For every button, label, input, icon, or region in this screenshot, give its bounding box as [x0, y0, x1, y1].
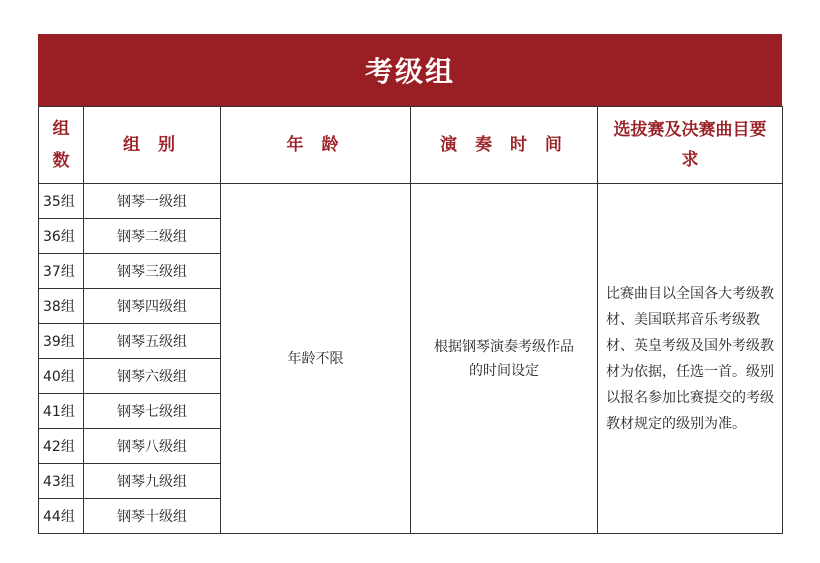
table-row [39, 184, 783, 219]
group-number-cell: 41组 [39, 394, 84, 429]
age-cell: 年龄不限 [221, 184, 411, 534]
exam-group-table [38, 106, 783, 534]
table-body [39, 184, 783, 534]
group-number-cell: 35组 [39, 184, 84, 219]
group-name-cell: 钢琴六级组 [84, 359, 221, 394]
header-group-num [39, 107, 84, 184]
group-name-cell: 钢琴二级组 [84, 219, 221, 254]
group-name-cell: 钢琴一级组 [84, 184, 221, 219]
group-number-cell: 36组 [39, 219, 84, 254]
group-number-cell: 43组 [39, 464, 84, 499]
group-name-cell: 钢琴九级组 [84, 464, 221, 499]
group-number-cell: 39组 [39, 324, 84, 359]
group-number-cell: 40组 [39, 359, 84, 394]
header-age: 年 龄 [221, 107, 411, 184]
requirement-cell: 比赛曲目以全国各大考级教材、美国联邦音乐考级教材、英皇考级及国外考级教材为依据，任选一首。级别以报名参加比赛提交的考级教材规定的级别为准。 [598, 184, 783, 534]
header-requirement [598, 107, 783, 184]
header-group-num-text: 组 数 [52, 119, 70, 171]
group-name-cell: 钢琴三级组 [84, 254, 221, 289]
group-number-cell: 42组 [39, 429, 84, 464]
group-number-cell: 38组 [39, 289, 84, 324]
header-requirement-text: 选拔赛及决赛曲目要求 [613, 120, 767, 170]
group-name-cell: 钢琴五级组 [84, 324, 221, 359]
group-number-cell: 37组 [39, 254, 84, 289]
group-name-cell: 钢琴四级组 [84, 289, 221, 324]
group-name-cell: 钢琴七级组 [84, 394, 221, 429]
exam-group-table-container [38, 34, 782, 534]
group-number-cell: 44组 [39, 499, 84, 534]
performance-time-cell: 根据钢琴演奏考级作品的时间设定 [411, 184, 598, 534]
group-name-cell: 钢琴十级组 [84, 499, 221, 534]
header-row [39, 107, 783, 184]
header-group-name: 组 别 [84, 107, 221, 184]
table-title: 考级组 [38, 34, 782, 106]
header-time: 演 奏 时 间 [411, 107, 598, 184]
group-name-cell: 钢琴八级组 [84, 429, 221, 464]
